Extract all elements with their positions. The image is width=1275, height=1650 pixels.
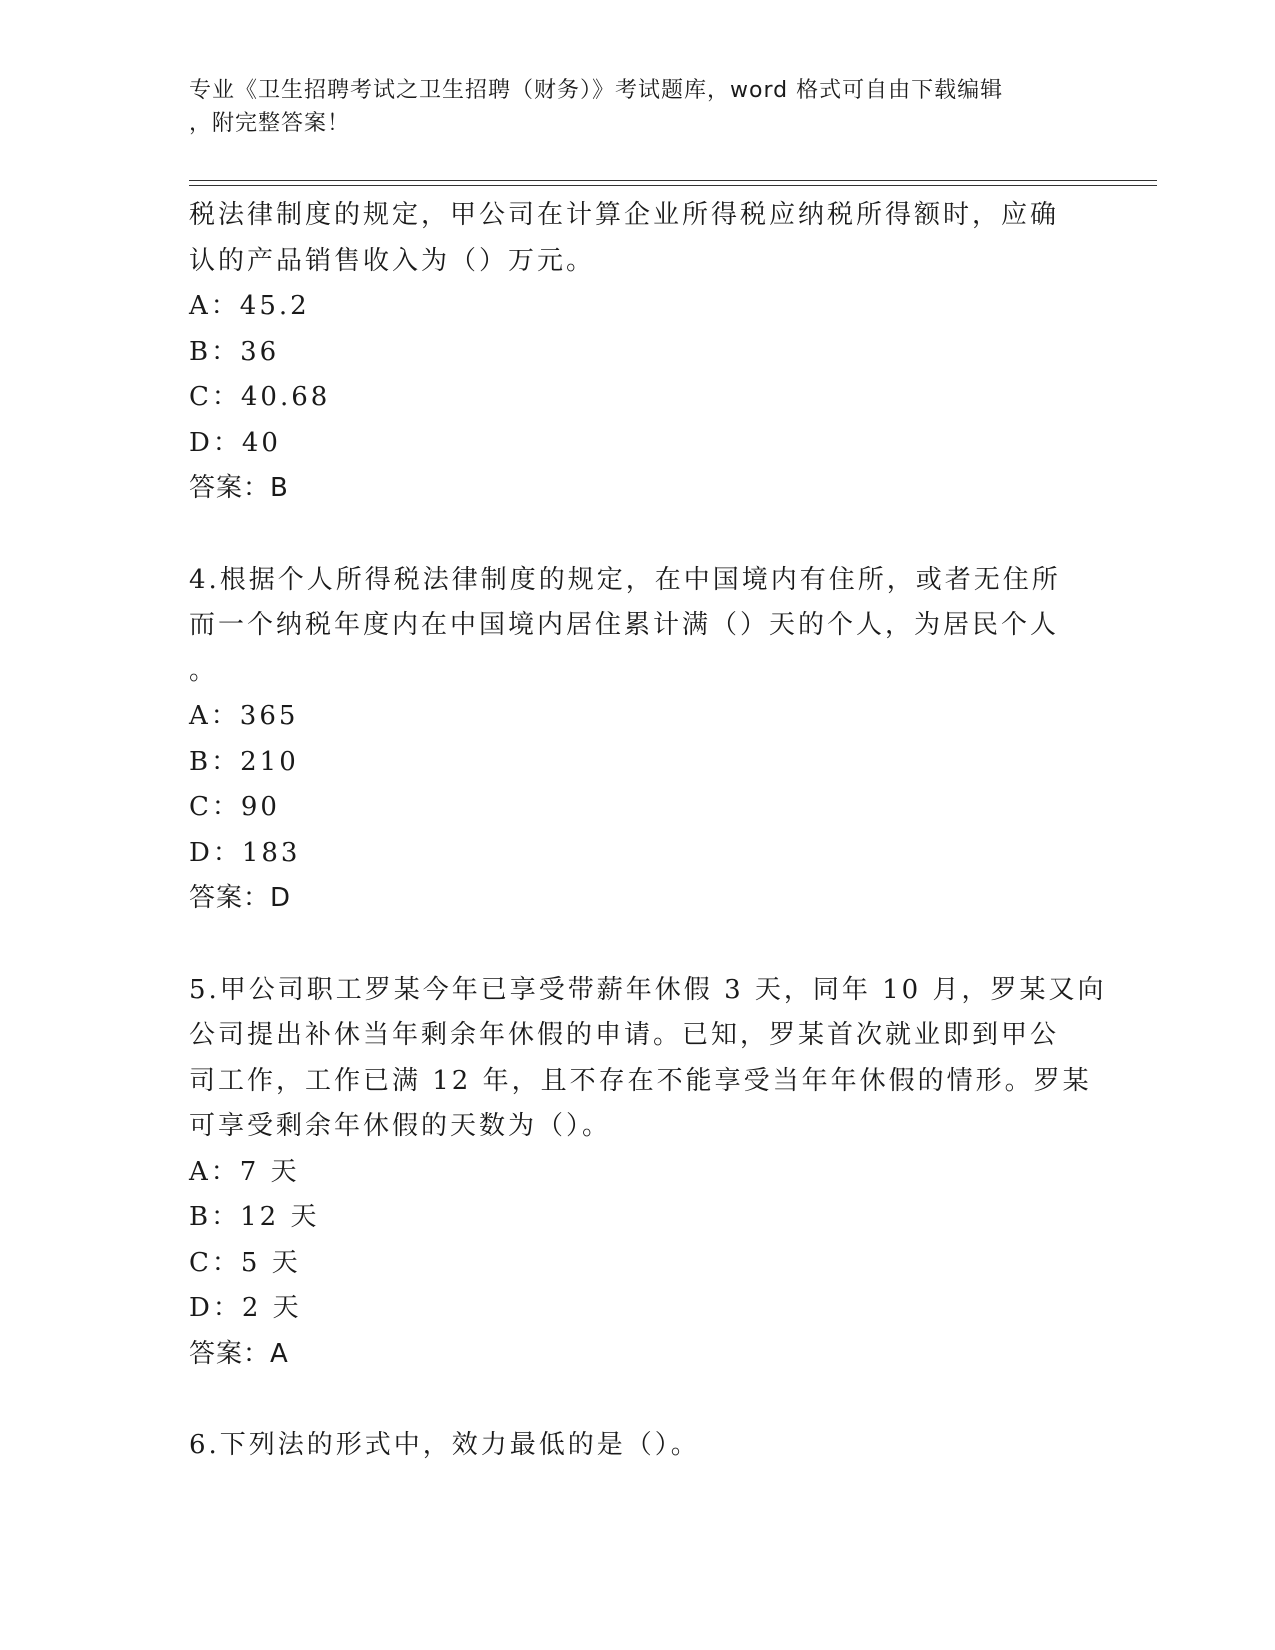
question-4 (189, 558, 1069, 922)
header-line-1: 专业《卫生招聘考试之卫生招聘（财务）》考试题库，word 格式可自由下载编辑 (189, 78, 1004, 103)
question-5-stem-line-2: 公司提出补休当年剩余年休假的申请。已知，罗某首次就业即到甲公 (189, 1020, 1060, 1050)
document-body (189, 193, 1107, 1469)
question-4-option-b: B：210 (189, 746, 299, 777)
spacer (189, 1377, 1069, 1423)
question-4-option-a: A：365 (189, 701, 299, 731)
question-5 (189, 968, 1107, 1378)
header-divider-bottom (189, 185, 1157, 186)
question-5-stem-line-3: 司工作，工作已满 12 年，且不存在不能享受当年年休假的情形。罗某 (189, 1065, 1092, 1096)
question-4-stem-line-1: 4.根据个人所得税法律制度的规定，在中国境内有住所，或者无住所 (189, 564, 1061, 595)
question-6-stem-line-1: 6.下列法的形式中，效力最低的是（）。 (189, 1430, 700, 1460)
question-4-stem-line-2: 而一个纳税年度内在中国境内居住累计满（）天的个人，为居民个人 (189, 610, 1060, 640)
question-3-option-d: D：40 (189, 427, 281, 458)
question-3-option-c: C：40.68 (189, 382, 331, 412)
question-4-option-c: C：90 (189, 792, 280, 822)
question-3-option-b: B：36 (189, 336, 280, 367)
question-6 (189, 1423, 1069, 1469)
question-5-option-b: B：12 天 (189, 1202, 320, 1232)
spacer (189, 512, 1069, 558)
question-3-stem-line-1: 税法律制度的规定，甲公司在计算企业所得税应纳税所得额时，应确 (189, 200, 1060, 230)
question-5-stem-line-4: 可享受剩余年休假的天数为（）。 (189, 1111, 612, 1141)
question-4-answer: 答案：D (189, 883, 292, 913)
question-3-answer: 答案：B (189, 473, 289, 503)
question-3-option-a: A：45.2 (189, 291, 310, 321)
spacer (189, 922, 1069, 968)
header-line-2: ，附完整答案！ (189, 111, 351, 136)
question-5-option-d: D：2 天 (189, 1293, 302, 1323)
question-5-option-c: C：5 天 (189, 1247, 301, 1278)
question-5-stem-line-1: 5.甲公司职工罗某今年已享受带薪年休假 3 天，同年 10 月，罗某又向 (189, 974, 1107, 1005)
question-3 (189, 193, 1069, 512)
question-5-option-a: A：7 天 (189, 1156, 300, 1187)
question-3-stem-line-2: 认的产品销售收入为（）万元。 (189, 245, 596, 276)
question-4-option-d: D：183 (189, 837, 301, 868)
question-4-stem-line-3: 。 (189, 655, 219, 686)
question-5-answer: 答案：A (189, 1338, 289, 1369)
document-header (189, 74, 1069, 140)
header-divider-top (189, 180, 1157, 181)
